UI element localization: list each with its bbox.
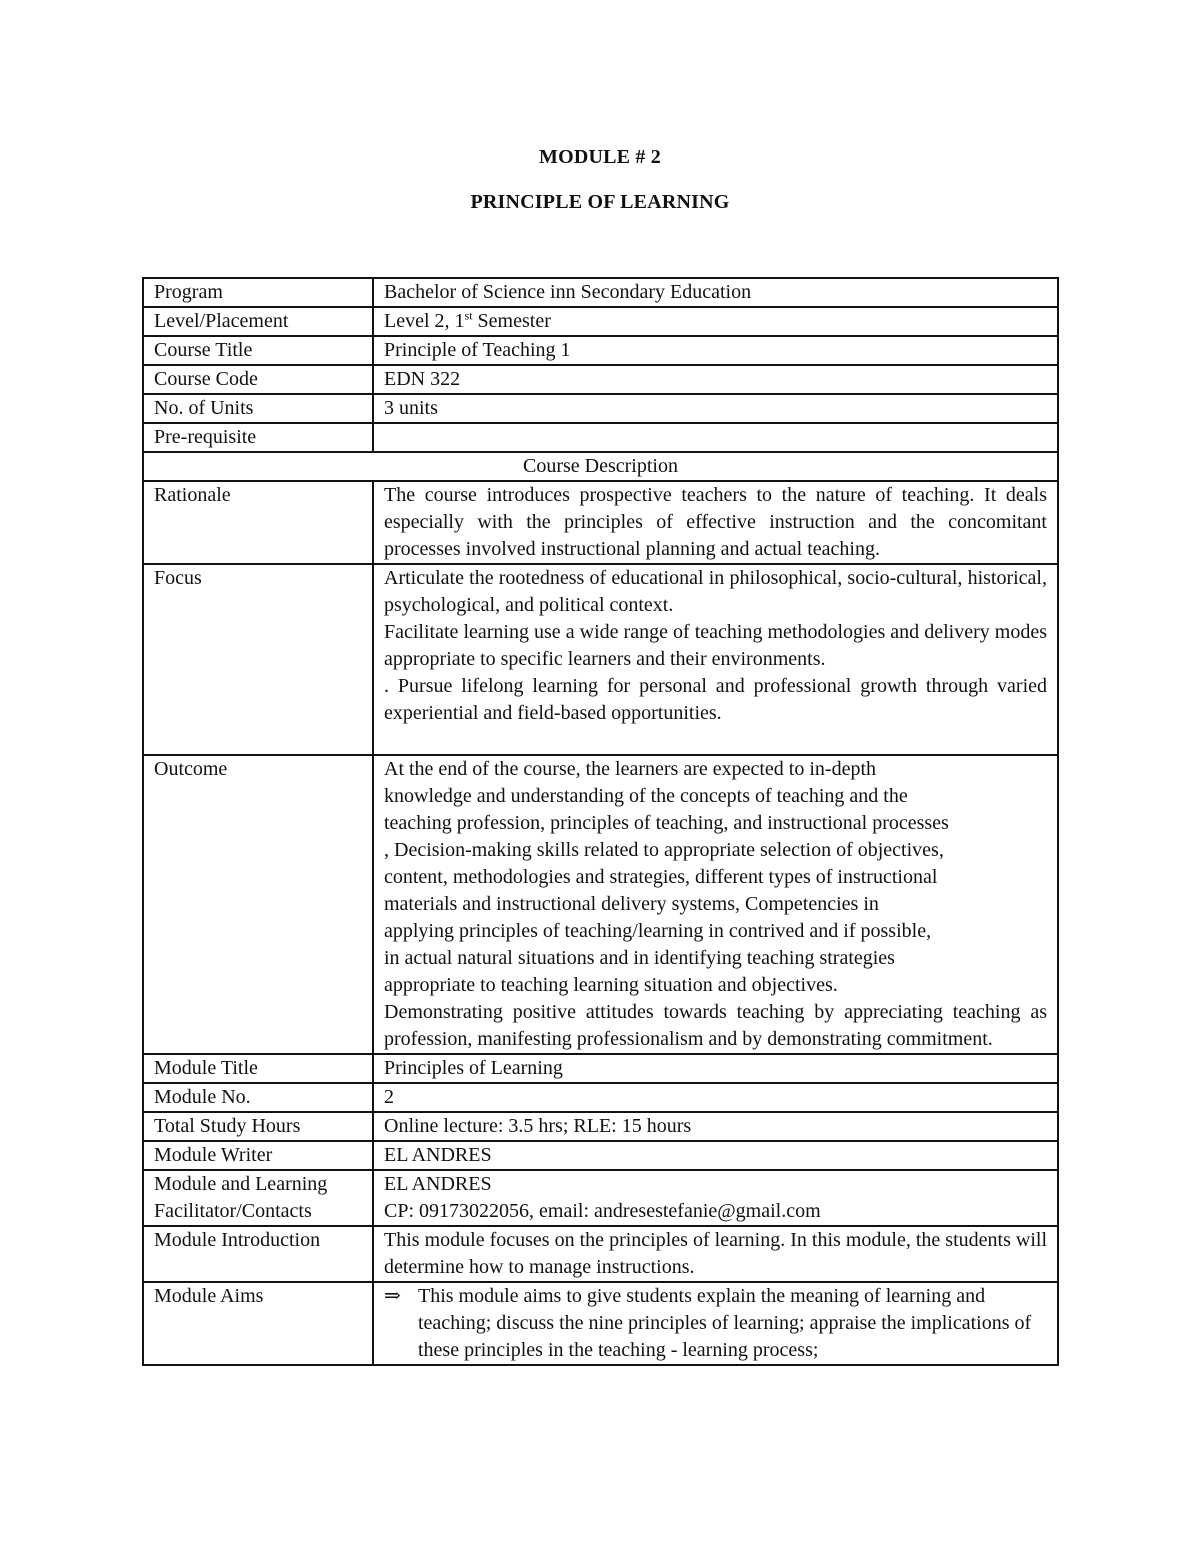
study-hours-label: Total Study Hours <box>143 1112 373 1141</box>
module-introduction-label: Module Introduction <box>143 1226 373 1282</box>
module-writer-value: EL ANDRES <box>373 1141 1058 1170</box>
outcome-label: Outcome <box>143 755 373 1054</box>
module-aims-label: Module Aims <box>143 1282 373 1365</box>
module-no-value: 2 <box>373 1083 1058 1112</box>
program-value: Bachelor of Science inn Secondary Education <box>373 278 1058 307</box>
rationale-value: The course introduces prospective teachers to the nature of teaching. It deals especially with the principles of effective instruction and the concomitant processes involved instructional planning and actual teaching. <box>373 481 1058 564</box>
level-value <box>373 307 1058 336</box>
facilitator-label <box>143 1170 373 1226</box>
table-row <box>143 1282 1058 1365</box>
module-aims-bullet <box>384 1283 1047 1364</box>
outcome-value <box>373 755 1058 1054</box>
table-row <box>143 564 1058 755</box>
prerequisite-label: Pre-requisite <box>143 423 373 452</box>
course-code-value: EDN 322 <box>373 365 1058 394</box>
module-writer-label: Module Writer <box>143 1141 373 1170</box>
module-number-heading: MODULE # 2 <box>539 146 661 168</box>
outcome-line: knowledge and understanding of the concepts of teaching and the <box>384 785 908 807</box>
facilitator-label-line-1: Module and Learning <box>154 1173 328 1195</box>
facilitator-contacts: CP: 09173022056, email: andresestefanie@gmail.com <box>384 1200 821 1222</box>
module-introduction-value: This module focuses on the principles of learning. In this module, the students will determine how to manage instructions. <box>373 1226 1058 1282</box>
table-row <box>143 755 1058 1054</box>
outcome-line: materials and instructional delivery systems, Competencies in <box>384 893 879 915</box>
table-row <box>143 394 1058 423</box>
module-aims-text: This module aims to give students explain the meaning of learning and teaching; discuss the nine principles of learning; appraise the implications of these principles in the teaching - learning process; <box>418 1285 1032 1361</box>
prerequisite-value <box>373 423 1058 452</box>
level-value-semester: Semester <box>472 310 551 332</box>
table-row <box>143 452 1058 481</box>
module-title-label: Module Title <box>143 1054 373 1083</box>
course-code-label: Course Code <box>143 365 373 394</box>
module-no-label: Module No. <box>143 1083 373 1112</box>
study-hours-value: Online lecture: 3.5 hrs; RLE: 15 hours <box>373 1112 1058 1141</box>
outcome-line: teaching profession, principles of teaching, and instructional processes <box>384 812 949 834</box>
table-row <box>143 278 1058 307</box>
table-row <box>143 1141 1058 1170</box>
level-value-ordinal: st <box>464 308 473 323</box>
outcome-line: content, methodologies and strategies, different types of instructional <box>384 866 938 888</box>
table-row <box>143 307 1058 336</box>
table-row <box>143 1170 1058 1226</box>
focus-value <box>373 564 1058 755</box>
units-value: 3 units <box>373 394 1058 423</box>
focus-label: Focus <box>143 564 373 755</box>
focus-paragraph-1: Articulate the rootedness of educational in philosophical, socio-cultural, historical, psychological, and political context. <box>384 567 1047 616</box>
course-description-heading: Course Description <box>143 452 1058 481</box>
level-value-text: Level 2, 1 <box>384 310 465 332</box>
table-row <box>143 1083 1058 1112</box>
facilitator-value <box>373 1170 1058 1226</box>
table-row <box>143 1054 1058 1083</box>
focus-paragraph-3: . Pursue lifelong learning for personal and professional growth through varied experiential and field-based opportunities. <box>384 675 1047 724</box>
module-aims-value <box>373 1282 1058 1365</box>
table-row <box>143 365 1058 394</box>
outcome-line: , Decision-making skills related to appropriate selection of objectives, <box>384 839 944 861</box>
outcome-line: applying principles of teaching/learning in contrived and if possible, <box>384 920 932 942</box>
focus-paragraph-2: Facilitate learning use a wide range of teaching methodologies and delivery modes appropriate to specific learners and their environments. <box>384 621 1047 670</box>
table-row <box>143 423 1058 452</box>
rationale-label: Rationale <box>143 481 373 564</box>
units-label: No. of Units <box>143 394 373 423</box>
facilitator-name: EL ANDRES <box>384 1173 492 1195</box>
right-arrow-icon: ⇒ <box>384 1285 401 1307</box>
table-row <box>143 336 1058 365</box>
program-label: Program <box>143 278 373 307</box>
course-title-value: Principle of Teaching 1 <box>373 336 1058 365</box>
module-title-value: Principles of Learning <box>373 1054 1058 1083</box>
course-title-label: Course Title <box>143 336 373 365</box>
table-row <box>143 1112 1058 1141</box>
outcome-line: in actual natural situations and in identifying teaching strategies <box>384 947 895 969</box>
level-label: Level/Placement <box>143 307 373 336</box>
table-row <box>143 481 1058 564</box>
outcome-line: At the end of the course, the learners are expected to in-depth <box>384 758 877 780</box>
table-row <box>143 1226 1058 1282</box>
outcome-line: appropriate to teaching learning situation and objectives. <box>384 974 838 996</box>
course-info-table <box>142 277 1059 1366</box>
module-topic-heading: PRINCIPLE OF LEARNING <box>470 191 730 213</box>
outcome-paragraph-2: Demonstrating positive attitudes towards teaching by appreciating teaching as profession, manifesting professionalism and by demonstrating commitment. <box>384 1001 1047 1050</box>
facilitator-label-line-2: Facilitator/Contacts <box>154 1200 312 1222</box>
